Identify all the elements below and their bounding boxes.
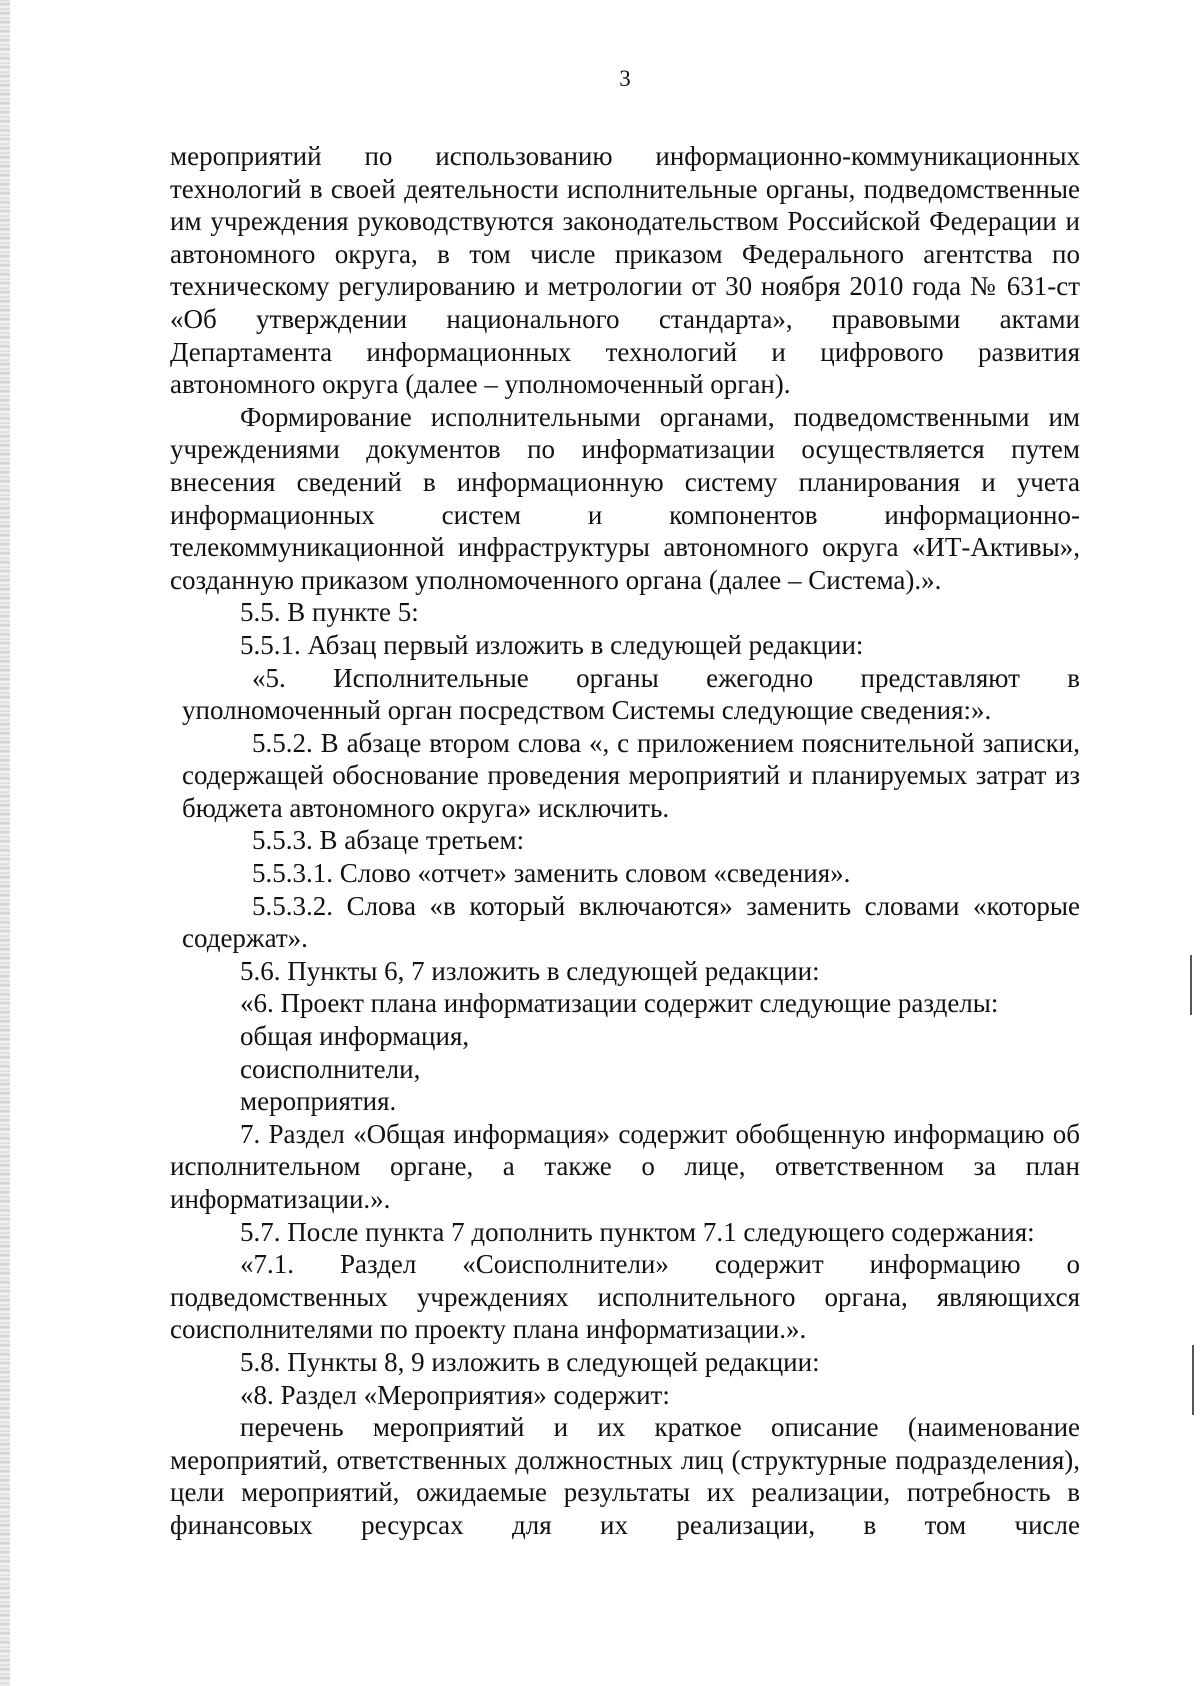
paragraph-formation-documents: Формирование исполнительными органами, подведомственными им учреждениями документов по информатизации осуществляется путем внесения сведений в информационную систему планирования и учета информационных систем и компонентов информационно-телекоммуникационной инфраструктуры автономного округа «ИТ-Активы», созданную приказом уполномоченного органа (далее – Система).». <box>170 401 1080 595</box>
clause-5-7: 5.7. После пункта 7 дополнить пунктом 7.1 следующего содержания: <box>240 1216 1035 1247</box>
clause-5-5: 5.5. В пункте 5: <box>240 597 419 628</box>
clause-5-6: 5.6. Пункты 6, 7 изложить в следующей редакции: <box>240 955 820 986</box>
clause-5-5-2: 5.5.2. В абзаце втором слова «, с приложением пояснительной записки, содержащей обоснование проведения мероприятий и планируемых затрат из бюджета автономного округа» исключить. <box>182 727 1080 823</box>
quoted-point-6: «6. Проект плана информатизации содержит следующие разделы: <box>240 988 999 1019</box>
clause-5-5-1: 5.5.1. Абзац первый изложить в следующей редакции: <box>240 629 864 660</box>
scan-mark-right-1 <box>1190 955 1192 1015</box>
clause-5-5-3-2: 5.5.3.2. Слова «в который включаются» заменить словами «которые содержат». <box>182 890 1080 954</box>
section-list-item-activities: мероприятия. <box>240 1086 397 1117</box>
clause-5-8: 5.8. Пункты 8, 9 изложить в следующей редакции: <box>240 1346 820 1377</box>
quoted-point-8: «8. Раздел «Мероприятия» содержит: <box>240 1379 670 1410</box>
quoted-point-7-1: «7.1. Раздел «Соисполнители» содержит информацию о подведомственных учреждениях исполнительного органа, являющихся соисполнителями по проекту плана информатизации.». <box>170 1249 1080 1345</box>
section-list-item-general: общая информация, <box>240 1021 470 1052</box>
clause-5-5-3-1: 5.5.3.1. Слово «отчет» заменить словом «сведения». <box>252 858 851 889</box>
clause-5-5-3: 5.5.3. В абзаце третьем: <box>252 825 525 856</box>
document-body <box>170 140 1080 1542</box>
paragraph-continuation-ikt: мероприятий по использованию информационно-коммуникационных технологий в своей деятельности исполнительные органы, подведомственные им учреждения руководствуются законодательством Российской Федерации и автономного округа, в том числе приказом Федерального агентства по техническому регулированию и метрологии от 30 ноября 2010 года № 631-ст «Об утверждении национального стандарта», правовыми актами Департамента информационных технологий и цифрового развития автономного округа (далее – уполномоченный орган). <box>170 141 1080 400</box>
scan-left-edge <box>0 0 10 1686</box>
scan-mark-right-2 <box>1192 1345 1194 1415</box>
section-list-item-coexecutors: соисполнители, <box>240 1053 421 1084</box>
page-number: 3 <box>619 66 631 91</box>
quoted-point-5: «5. Исполнительные органы ежегодно представляют в уполномоченный орган посредством Системы следующие сведения:». <box>182 662 1080 726</box>
quoted-point-7: 7. Раздел «Общая информация» содержит обобщенную информацию об исполнительном органе, а также о лице, ответственном за план информатизации.». <box>170 1118 1080 1214</box>
paragraph-activities-list: перечень мероприятий и их краткое описание (наименование мероприятий, ответственных должностных лиц (структурные подразделения), цели мероприятий, ожидаемые результаты их реализации, потребность в финансовых ресурсах для их реализации, в том числе <box>170 1412 1080 1540</box>
